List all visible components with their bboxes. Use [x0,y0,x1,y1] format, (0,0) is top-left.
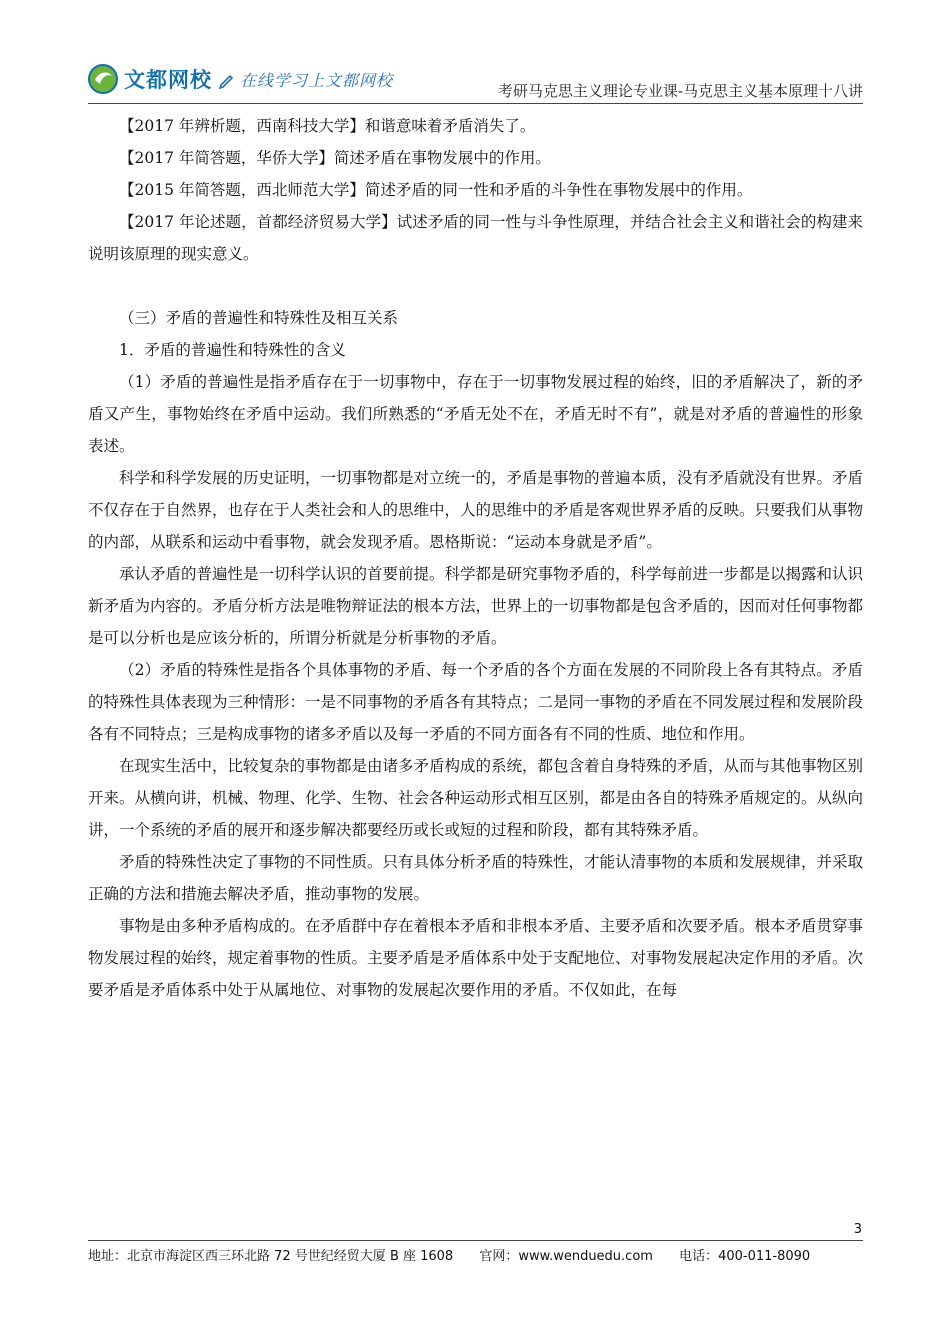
footer-phone: 电话：400-011-8090 [679,1249,811,1264]
paragraph: 事物是由多种矛盾构成的。在矛盾群中存在着根本矛盾和非根本矛盾、主要矛盾和次要矛盾。根本矛盾贯穿事物发展过程的始终，规定着事物的性质。主要矛盾是矛盾体系中处于支配地位、对事物发展起决定作用的矛盾。次要矛盾是矛盾体系中处于从属地位、对事物的发展起次要作用的矛盾。不仅如此，在每 [88,917,864,999]
pencil-icon [218,71,236,89]
header-divider [88,103,863,104]
logo-text: 文都网校 [124,68,212,92]
paragraph: 科学和科学发展的历史证明，一切事物都是对立统一的，矛盾是事物的普遍本质，没有矛盾就没有世界。矛盾不仅存在于自然界，也存在于人类社会和人的思维中，人的思维中的矛盾是客观世界矛盾的反映。只要我们从事物的内部，从联系和运动中看事物，就会发现矛盾。恩格斯说：“运动本身就是矛盾”。 [88,469,864,551]
paragraph: （2）矛盾的特殊性是指各个具体事物的矛盾、每一个矛盾的各个方面在发展的不同阶段上各有其特点。矛盾的特殊性具体表现为三种情形：一是不同事物的矛盾各有其特点；二是同一事物的矛盾在不同发展过程和发展阶段各有不同特点；三是构成事物的诸多矛盾以及每一矛盾的不同方面各有不同的性质、地位和作用。 [88,661,864,743]
section-heading: （三）矛盾的普遍性和特殊性及相互关系 [119,309,399,327]
footer-address: 地址：北京市海淀区西三环北路 72 号世纪经贸大厦 B 座 1608 [88,1249,454,1264]
footer-divider [88,1240,863,1241]
exam-question-3: 【2015 年简答题，西北师范大学】简述矛盾的同一性和矛盾的斗争性在事物发展中的作用。 [119,181,753,199]
exam-question-1: 【2017 年辨析题，西南科技大学】和谐意味着矛盾消失了。 [119,117,536,135]
paragraph: 矛盾的特殊性决定了事物的不同性质。只有具体分析矛盾的特殊性，才能认清事物的本质和发展规律，并采取正确的方法和措施去解决矛盾，推动事物的发展。 [88,853,864,903]
header-title: 考研马克思主义理论专业课-马克思主义基本原理十八讲 [497,82,863,100]
page-header [88,58,863,104]
paragraph: 在现实生活中，比较复杂的事物都是由诸多矛盾构成的系统，都包含着自身特殊的矛盾，从而与其他事物区别开来。从横向讲，机械、物理、化学、生物、社会各种运动形式相互区别，都是由各自的特殊矛盾规定的。从纵向讲，一个系统的矛盾的展开和逐步解决都要经历或长或短的过程和阶段，都有其特殊矛盾。 [88,757,864,839]
footer-website: 官网：www.wenduedu.com [479,1249,653,1264]
page-number: 3 [853,1222,862,1237]
paragraph: 承认矛盾的普遍性是一切科学认识的首要前提。科学都是研究事物矛盾的，科学每前进一步都是以揭露和认识新矛盾为内容的。矛盾分析方法是唯物辩证法的根本方法，世界上的一切事物都是包含矛盾的，因而对任何事物都是可以分析也是应该分析的，所谓分析就是分析事物的矛盾。 [88,565,864,647]
wendu-logo [88,62,212,96]
paragraph: （1）矛盾的普遍性是指矛盾存在于一切事物中，存在于一切事物发展过程的始终，旧的矛盾解决了，新的矛盾又产生，事物始终在矛盾中运动。我们所熟悉的“矛盾无处不在，矛盾无时不有”，就是对矛盾的普遍性的形象表述。 [88,373,863,455]
page-footer [88,1245,832,1264]
exam-question-4: 【2017 年论述题，首都经济贸易大学】试述矛盾的同一性与斗争性原理，并结合社会主义和谐社会的构建来说明该原理的现实意义。 [88,213,863,263]
exam-question-2: 【2017 年简答题，华侨大学】简述矛盾在事物发展中的作用。 [119,149,551,167]
slogan [218,68,393,91]
subsection-heading: 1．矛盾的普遍性和特殊性的含义 [119,341,346,359]
document-body [88,110,863,1006]
spacer [88,270,863,302]
wendu-logo-icon [88,64,118,94]
slogan-text: 在线学习上文都网校 [240,71,394,90]
